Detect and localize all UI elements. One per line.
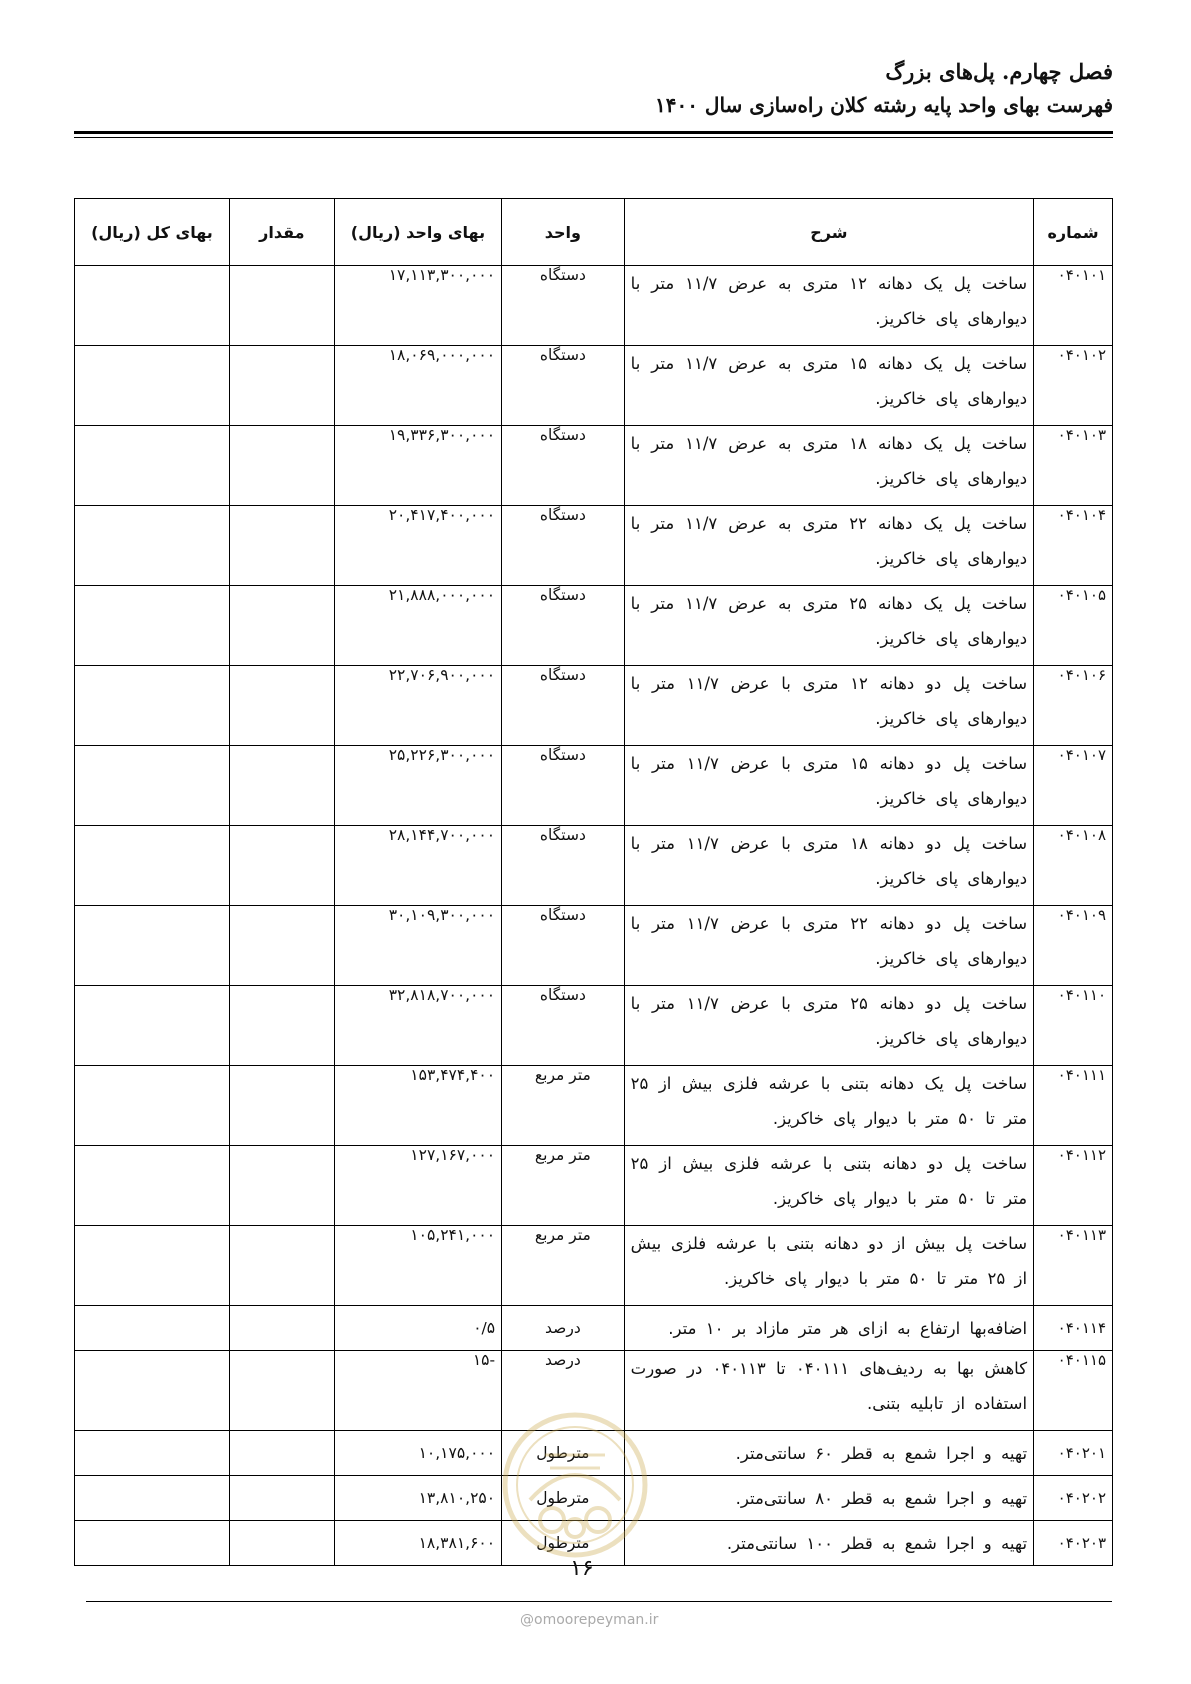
table-row	[75, 346, 1113, 426]
price-table	[74, 198, 1113, 1566]
row-quantity	[229, 346, 334, 426]
row-quantity	[229, 1146, 334, 1226]
row-description: ساخت پل دو دهانه ۱۲ متری با عرض ۱۱/۷ متر با دیوارهای پای خاکریز.	[624, 666, 1033, 746]
header-unit: واحد	[502, 199, 625, 266]
row-quantity	[229, 426, 334, 506]
row-total-price	[75, 906, 230, 986]
row-description: ساخت پل یک دهانه بتنی با عرشه فلزی بیش از ۲۵ متر تا ۵۰ متر با دیوار پای خاکریز.	[624, 1066, 1033, 1146]
row-quantity	[229, 506, 334, 586]
row-unit: دستگاه	[502, 746, 625, 826]
row-unit: دستگاه	[502, 266, 625, 346]
row-code: ۰۴۰۱۰۲	[1034, 346, 1113, 426]
row-total-price	[75, 1351, 230, 1431]
row-unit: دستگاه	[502, 346, 625, 426]
row-unit: درصد	[502, 1306, 625, 1351]
row-code: ۰۴۰۱۰۷	[1034, 746, 1113, 826]
row-unit-price: ۱۰,۱۷۵,۰۰۰	[334, 1431, 501, 1476]
row-unit: دستگاه	[502, 986, 625, 1066]
row-quantity	[229, 1226, 334, 1306]
row-unit: دستگاه	[502, 426, 625, 506]
row-total-price	[75, 506, 230, 586]
table-row	[75, 506, 1113, 586]
row-unit-price: ۲۰,۴۱۷,۴۰۰,۰۰۰	[334, 506, 501, 586]
row-code: ۰۴۰۱۱۱	[1034, 1066, 1113, 1146]
row-unit-price: ۲۸,۱۴۴,۷۰۰,۰۰۰	[334, 826, 501, 906]
row-code: ۰۴۰۱۱۲	[1034, 1146, 1113, 1226]
row-description: ساخت پل دو دهانه ۱۵ متری با عرض ۱۱/۷ متر با دیوارهای پای خاکریز.	[624, 746, 1033, 826]
row-total-price	[75, 426, 230, 506]
footer-rule	[86, 1601, 1112, 1602]
table-row	[75, 826, 1113, 906]
row-description: تهیه و اجرا شمع به قطر ۶۰ سانتی‌متر.	[624, 1431, 1033, 1476]
row-description: کاهش بها به ردیف‌های ۰۴۰۱۱۱ تا ۰۴۰۱۱۳ در صورت استفاده از تابلیه بتنی.	[624, 1351, 1033, 1431]
row-total-price	[75, 1066, 230, 1146]
row-quantity	[229, 1476, 334, 1521]
row-description: ساخت پل یک دهانه ۱۸ متری به عرض ۱۱/۷ متر با دیوارهای پای خاکریز.	[624, 426, 1033, 506]
header-quantity: مقدار	[229, 199, 334, 266]
row-total-price	[75, 586, 230, 666]
row-description: ساخت پل یک دهانه ۲۵ متری به عرض ۱۱/۷ متر با دیوارهای پای خاکریز.	[624, 586, 1033, 666]
row-unit: مترطول	[502, 1476, 625, 1521]
row-quantity	[229, 266, 334, 346]
row-unit-price: ۲۲,۷۰۶,۹۰۰,۰۰۰	[334, 666, 501, 746]
list-title: فهرست بهای واحد پایه رشته کلان راه‌سازی سال ۱۴۰۰	[655, 93, 1113, 117]
row-unit-price: ۱۷,۱۱۳,۳۰۰,۰۰۰	[334, 266, 501, 346]
header-total-price: بهای کل (ریال)	[75, 199, 230, 266]
row-unit-price: ۱۸,۰۶۹,۰۰۰,۰۰۰	[334, 346, 501, 426]
row-unit-price: ۱۲۷,۱۶۷,۰۰۰	[334, 1146, 501, 1226]
table-row	[75, 746, 1113, 826]
row-total-price	[75, 746, 230, 826]
row-code: ۰۴۰۱۱۳	[1034, 1226, 1113, 1306]
row-code: ۰۴۰۱۱۵	[1034, 1351, 1113, 1431]
header-description: شرح	[624, 199, 1033, 266]
row-unit-price: ۱۹,۳۳۶,۳۰۰,۰۰۰	[334, 426, 501, 506]
row-unit-price: ۲۱,۸۸۸,۰۰۰,۰۰۰	[334, 586, 501, 666]
row-unit: متر مربع	[502, 1066, 625, 1146]
row-unit: دستگاه	[502, 586, 625, 666]
chapter-title: فصل چهارم. پل‌های بزرگ	[885, 59, 1113, 84]
row-code: ۰۴۰۲۰۲	[1034, 1476, 1113, 1521]
table-row	[75, 426, 1113, 506]
row-unit-price: ۱۵۳,۴۷۴,۴۰۰	[334, 1066, 501, 1146]
table-row	[75, 1431, 1113, 1476]
row-total-price	[75, 1431, 230, 1476]
row-unit: دستگاه	[502, 906, 625, 986]
row-unit-price: ۰/۵	[334, 1306, 501, 1351]
row-unit-price: ۳۰,۱۰۹,۳۰۰,۰۰۰	[334, 906, 501, 986]
row-total-price	[75, 986, 230, 1066]
row-description: ساخت پل دو دهانه ۱۸ متری با عرض ۱۱/۷ متر با دیوارهای پای خاکریز.	[624, 826, 1033, 906]
table-row	[75, 986, 1113, 1066]
table-row	[75, 906, 1113, 986]
table-row	[75, 1306, 1113, 1351]
row-code: ۰۴۰۲۰۳	[1034, 1521, 1113, 1566]
site-watermark: @omoorepeyman.ir	[520, 1612, 659, 1628]
row-quantity	[229, 906, 334, 986]
row-description: ساخت پل دو دهانه بتنی با عرشه فلزی بیش از ۲۵ متر تا ۵۰ متر با دیوار پای خاکریز.	[624, 1146, 1033, 1226]
row-total-price	[75, 666, 230, 746]
row-unit-price: ۱۸,۳۸۱,۶۰۰	[334, 1521, 501, 1566]
row-code: ۰۴۰۱۰۴	[1034, 506, 1113, 586]
row-unit-price: ۱۰۵,۲۴۱,۰۰۰	[334, 1226, 501, 1306]
row-unit: درصد	[502, 1351, 625, 1431]
row-total-price	[75, 266, 230, 346]
table-row	[75, 1351, 1113, 1431]
row-description: ساخت پل یک دهانه ۱۵ متری به عرض ۱۱/۷ متر با دیوارهای پای خاکریز.	[624, 346, 1033, 426]
row-quantity	[229, 1431, 334, 1476]
row-unit: مترطول	[502, 1431, 625, 1476]
row-description: ساخت پل دو دهانه ۲۲ متری با عرض ۱۱/۷ متر با دیوارهای پای خاکریز.	[624, 906, 1033, 986]
row-description: تهیه و اجرا شمع به قطر ۱۰۰ سانتی‌متر.	[624, 1521, 1033, 1566]
row-unit: دستگاه	[502, 666, 625, 746]
row-unit-price: ۳۲,۸۱۸,۷۰۰,۰۰۰	[334, 986, 501, 1066]
row-description: ساخت پل یک دهانه ۲۲ متری به عرض ۱۱/۷ متر با دیوارهای پای خاکریز.	[624, 506, 1033, 586]
row-quantity	[229, 666, 334, 746]
row-quantity	[229, 1351, 334, 1431]
row-quantity	[229, 1306, 334, 1351]
row-code: ۰۴۰۱۰۳	[1034, 426, 1113, 506]
row-quantity	[229, 586, 334, 666]
row-code: ۰۴۰۱۰۱	[1034, 266, 1113, 346]
row-quantity	[229, 1521, 334, 1566]
row-total-price	[75, 346, 230, 426]
row-description: ساخت پل دو دهانه ۲۵ متری با عرض ۱۱/۷ متر با دیوارهای پای خاکریز.	[624, 986, 1033, 1066]
header-code: شماره	[1034, 199, 1113, 266]
row-code: ۰۴۰۱۰۶	[1034, 666, 1113, 746]
row-total-price	[75, 826, 230, 906]
row-total-price	[75, 1476, 230, 1521]
row-quantity	[229, 826, 334, 906]
table-row	[75, 266, 1113, 346]
row-description: ساخت پل یک دهانه ۱۲ متری به عرض ۱۱/۷ متر با دیوارهای پای خاکریز.	[624, 266, 1033, 346]
row-description: تهیه و اجرا شمع به قطر ۸۰ سانتی‌متر.	[624, 1476, 1033, 1521]
row-unit-price: ۱۳,۸۱۰,۲۵۰	[334, 1476, 501, 1521]
row-unit: متر مربع	[502, 1226, 625, 1306]
row-quantity	[229, 1066, 334, 1146]
row-unit: دستگاه	[502, 506, 625, 586]
row-code: ۰۴۰۱۱۰	[1034, 986, 1113, 1066]
row-unit-price: ۲۵,۲۲۶,۳۰۰,۰۰۰	[334, 746, 501, 826]
row-total-price	[75, 1521, 230, 1566]
table-row	[75, 586, 1113, 666]
row-code: ۰۴۰۲۰۱	[1034, 1431, 1113, 1476]
row-unit: مترطول	[502, 1521, 625, 1566]
header-rule-thick	[74, 131, 1113, 134]
table-row	[75, 1226, 1113, 1306]
row-code: ۰۴۰۱۰۵	[1034, 586, 1113, 666]
row-description: ساخت پل بیش از دو دهانه بتنی با عرشه فلزی بیش از ۲۵ متر تا ۵۰ متر با دیوار پای خاکریز.	[624, 1226, 1033, 1306]
row-total-price	[75, 1226, 230, 1306]
page-number: ۱۶	[570, 1556, 594, 1581]
page-header	[655, 58, 1113, 120]
row-total-price	[75, 1146, 230, 1226]
row-quantity	[229, 986, 334, 1066]
header-unit-price: بهای واحد (ریال)	[334, 199, 501, 266]
row-unit: متر مربع	[502, 1146, 625, 1226]
table-row	[75, 1476, 1113, 1521]
row-quantity	[229, 746, 334, 826]
table-header-row	[75, 199, 1113, 266]
row-total-price	[75, 1306, 230, 1351]
table-row	[75, 1146, 1113, 1226]
row-unit-price: -۱۵	[334, 1351, 501, 1431]
table-row	[75, 666, 1113, 746]
header-rule-thin	[74, 137, 1113, 138]
table-body	[75, 266, 1113, 1566]
row-code: ۰۴۰۱۱۴	[1034, 1306, 1113, 1351]
row-unit: دستگاه	[502, 826, 625, 906]
table-row	[75, 1066, 1113, 1146]
row-code: ۰۴۰۱۰۹	[1034, 906, 1113, 986]
row-code: ۰۴۰۱۰۸	[1034, 826, 1113, 906]
row-description: اضافه‌بها ارتفاع به ازای هر متر مازاد بر ۱۰ متر.	[624, 1306, 1033, 1351]
